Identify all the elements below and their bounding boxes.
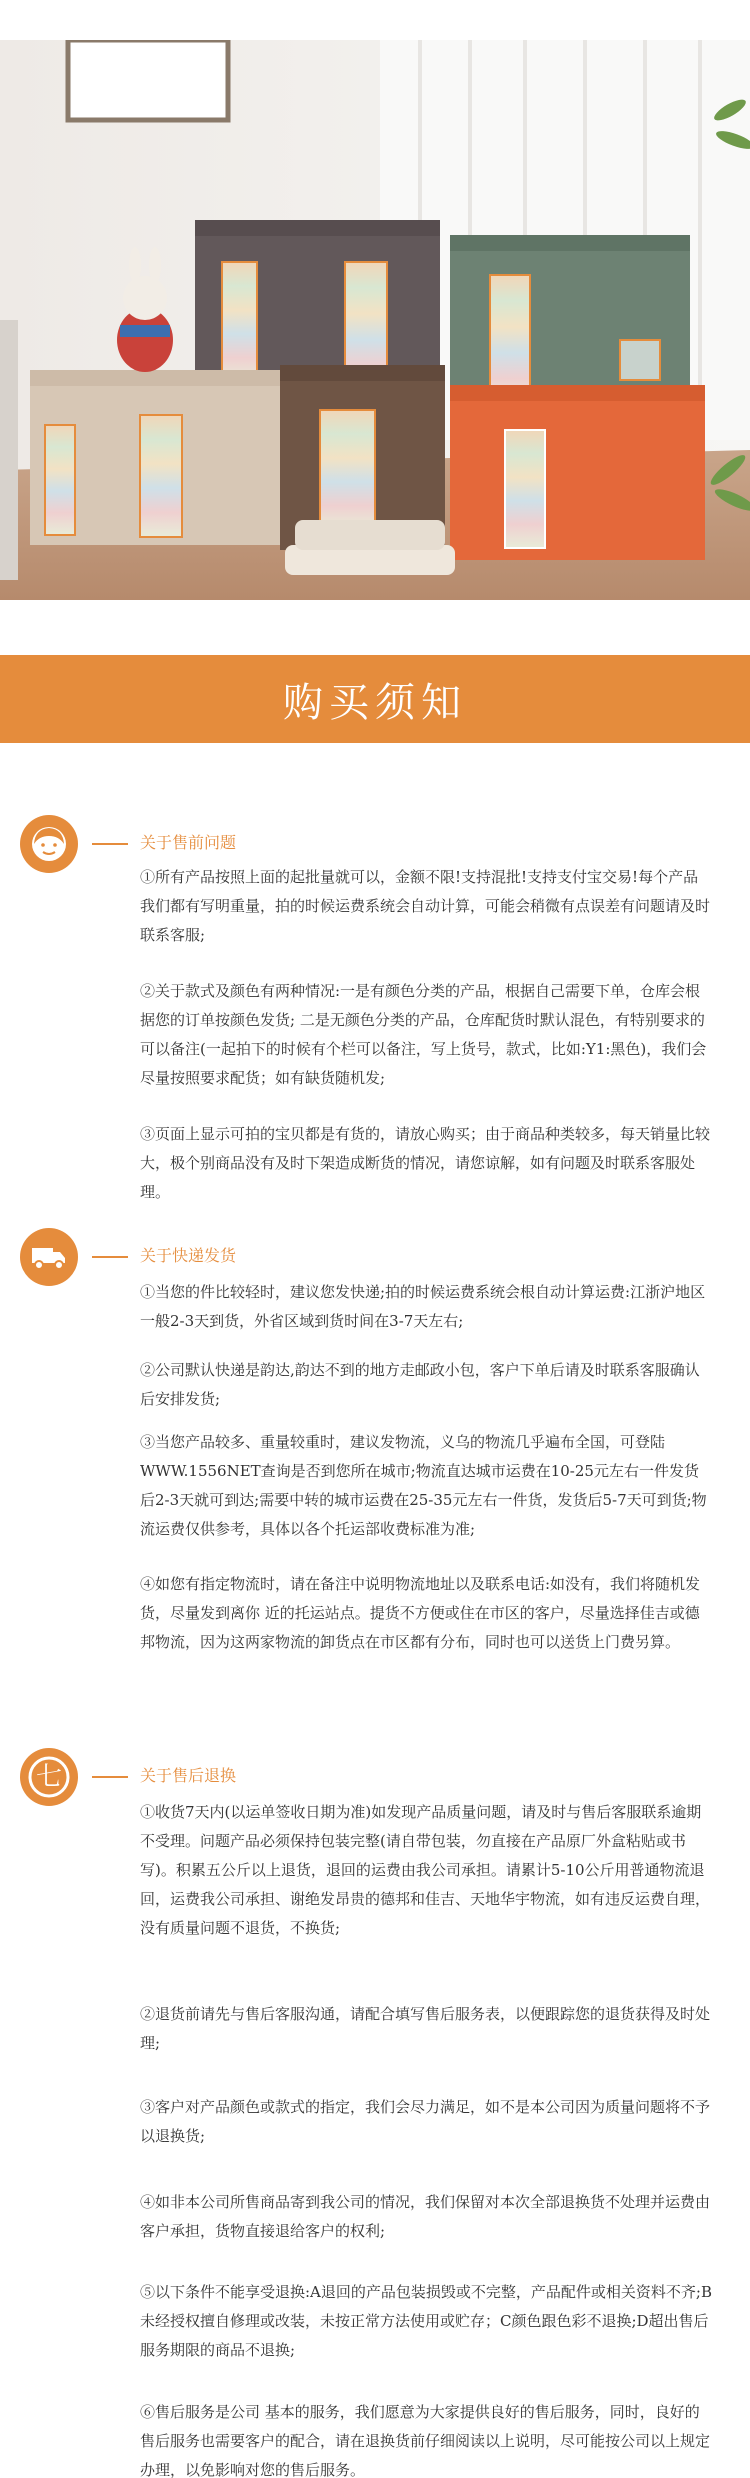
delivery-truck-icon xyxy=(20,1228,78,1286)
seven-days-icon xyxy=(20,1748,78,1806)
paragraph: ⑥售后服务是公司 基本的服务，我们愿意为大家提供良好的售后服务，同时，良好的售后服务也需要客户的配合，请在退换货前仔细阅读以上说明，尽可能按公司以上规定办理，以免影响对您的售后服务。 xyxy=(140,2403,711,2478)
section-divider-line xyxy=(92,1256,128,1258)
paragraph: ④如非本公司所售商品寄到我公司的情况，我们保留对本次全部退换货不处理并运费由客户承担，货物直接退给客户的权利; xyxy=(140,2193,711,2240)
section-title: 关于售后退换 xyxy=(140,1766,237,1785)
paragraph: ①当您的件比较轻时，建议您发快递;拍的时候运费系统会根自动计算运费:江浙沪地区一般2-3天到货，外省区域到货时间在3-7天左右; xyxy=(140,1283,706,1330)
seven-days-char: 七 xyxy=(35,1762,62,1792)
person-face-icon xyxy=(20,815,78,873)
paragraph: ①所有产品按照上面的起批量就可以，金额不限!支持混批!支持支付宝交易!每个产品我们都有写明重量，拍的时候运费系统会自动计算，可能会稍微有点误差有问题请及时联系客服; xyxy=(140,868,711,944)
section-divider-line xyxy=(92,843,128,845)
section-divider-line xyxy=(92,1776,128,1778)
section-title: 关于快递发货 xyxy=(140,1246,237,1265)
paragraph: ②关于款式及颜色有两种情况:一是有颜色分类的产品，根据自己需要下单，仓库会根据您的订单按颜色发货; 二是无颜色分类的产品，仓库配货时默认混色，有特别要求的可以备注(一起拍下的时候有个栏可以备注，写上货号，款式，比如:Y1:黑色)，我们会尽量按照要求配货；如有缺货随机发; xyxy=(140,982,707,1087)
paragraph: ③页面上显示可拍的宝贝都是有货的，请放心购买；由于商品种类较多，每天销量比较大，极个别商品没有及时下架造成断货的情况，请您谅解，如有问题及时联系客服处理。 xyxy=(140,1125,711,1201)
paragraph: ④如您有指定物流时，请在备注中说明物流地址以及联系电话:如没有，我们将随机发货，尽量发到离你 近的托运站点。提货不方便或住在市区的客户，尽量选择佳吉或德邦物流，因为这两家物流的卸货点在市区都有分布，同时也可以送货上门费另算。 xyxy=(140,1575,701,1651)
storage-boxes-illustration xyxy=(0,40,750,600)
paragraph: ⑤以下条件不能享受退换:A退回的产品包装损毁或不完整，产品配件或相关资料不齐;B未经授权擅自修理或改装，未按正常方法使用或贮存；C颜色跟色彩不退换;D超出售后服务期限的商品不退换; xyxy=(140,2283,712,2359)
paragraph: ②退货前请先与售后客服沟通，请配合填写售后服务表，以便跟踪您的退货获得及时处理; xyxy=(140,2005,711,2052)
paragraph: ③客户对产品颜色或款式的指定，我们会尽力满足，如不是本公司因为质量问题将不予以退换货; xyxy=(140,2098,711,2145)
paragraph: ①收货7天内(以运单签收日期为准)如发现产品质量问题，请及时与售后客服联系逾期不受理。问题产品必须保持包装完整(请自带包装，勿直接在产品原厂外盒粘贴或书写)。积累五公斤以上退货，退回的运费由我公司承担。请累计5-10公斤用普通物流退回，运费我公司承担、谢绝发昂贵的德邦和佳吉、天地华宇物流，如有违反运费自理，没有质量问题不退货，不换货; xyxy=(140,1803,711,1937)
section-title: 关于售前问题 xyxy=(140,833,237,852)
purchase-notice-banner xyxy=(0,655,750,743)
paragraph: ②公司默认快递是韵达,韵达不到的地方走邮政小包，客户下单后请及时联系客服确认后安排发货; xyxy=(140,1361,700,1408)
paragraph: ③当您产品较多、重量较重时，建议发物流，义乌的物流几乎遍布全国，可登陆WWW.1556NET查询是否到您所在城市;物流直达城市运费在10-25元左右一件发货后2-3天就可到达;需要中转的城市运费在25-35元左右一件货，发货后5-7天可到货;物流运费仅供参考，具体以各个托运部收费标准为准; xyxy=(140,1433,707,1538)
banner-title: 购买须知 xyxy=(283,679,467,726)
hero-photo xyxy=(0,40,750,600)
